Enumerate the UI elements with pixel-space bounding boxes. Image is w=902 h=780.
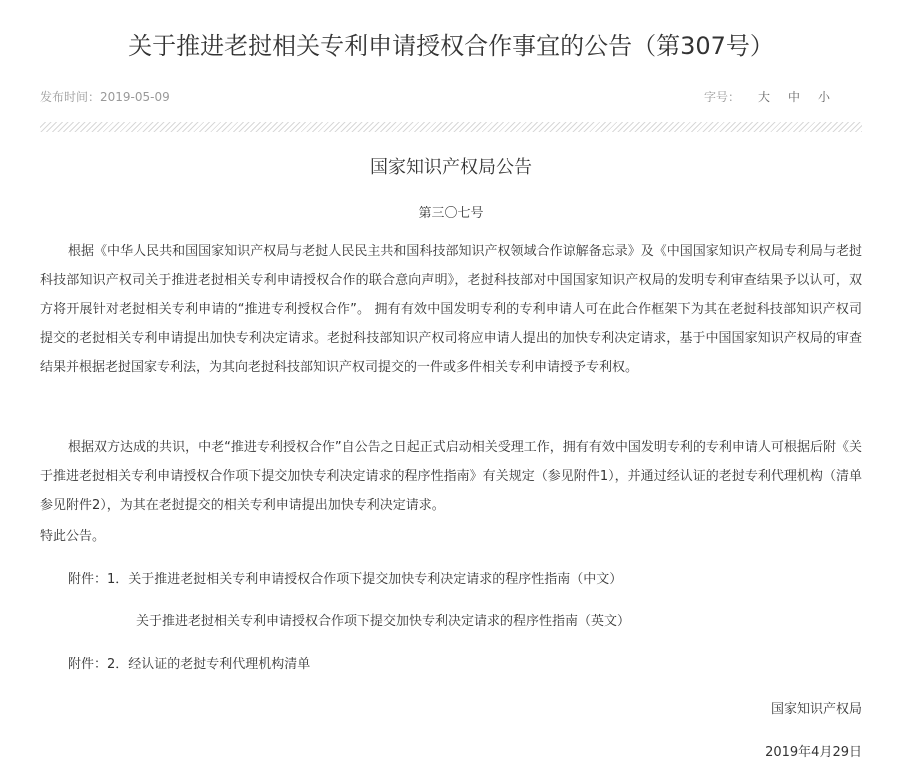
attachment-1-chinese-link[interactable]: 附件：1．关于推进老挝相关专利申请授权合作项下提交加快专利决定请求的程序性指南（中文） (68, 572, 623, 587)
notice-number: 第三〇七号 (418, 206, 484, 221)
notice-closing: 特此公告。 (40, 529, 106, 544)
attachment-2-link[interactable]: 附件：2．经认证的老挝专利代理机构清单 (68, 657, 311, 672)
publish-label: 发布时间： (40, 90, 101, 104)
publish-date: 2019-05-09 (100, 90, 170, 104)
header-divider (40, 122, 862, 132)
font-size-switcher (704, 88, 830, 106)
font-size-label: 字号： (703, 90, 740, 104)
notice-paragraph-2: 根据双方达成的共识，中老“推进专利授权合作”自公告之日起正式启动相关受理工作，拥有有效中国发明专利的专利申请人可根据后附《关于推进老挝相关专利申请授权合作项下提交加快专利决定请求的程序性指南》有关规定（参见附件1），并通过经认证的老挝专利代理机构（清单参见附件2），为其在老挝提交的相关专利申请提出加快专利决定请求。 (40, 440, 862, 513)
signature-org: 国家知识产权局 (770, 702, 862, 717)
notice-paragraph-1: 根据《中华人民共和国国家知识产权局与老挝人民民主共和国科技部知识产权领域合作谅解备忘录》及《中国国家知识产权局专利局与老挝科技部知识产权司关于推进老挝相关专利申请授权合作的联合意向声明》，老挝科技部对中国国家知识产权局的发明专利审查结果予以认可，双方将开展针对老挝相关专利申请的“推进专利授权合作”。 拥有有效中国发明专利的专利申请人可在此合作框架下为其在老挝科技部知识产权司提交的老挝相关专利申请提出加快专利决定请求。老挝科技部知识产权司将应申请人提出的加快专利决定请求，基于中国国家知识产权局的审查结果并根据老挝国家专利法，为其向老挝科技部知识产权司提交的一件或多件相关专利申请授予专利权。 (40, 244, 862, 375)
page-title: 关于推进老挝相关专利申请授权合作事宜的公告（第307号） (128, 32, 774, 60)
signature-date: 2019年4月29日 (765, 745, 862, 760)
attachment-1-english-link[interactable]: 关于推进老挝相关专利申请授权合作项下提交加快专利决定请求的程序性指南（英文） (136, 614, 631, 629)
font-size-large-button[interactable]: 大 (757, 90, 770, 104)
publish-info (40, 88, 170, 106)
font-size-medium-button[interactable]: 中 (787, 90, 800, 104)
font-size-small-button[interactable]: 小 (817, 90, 830, 104)
notice-org-title: 国家知识产权局公告 (370, 157, 532, 178)
